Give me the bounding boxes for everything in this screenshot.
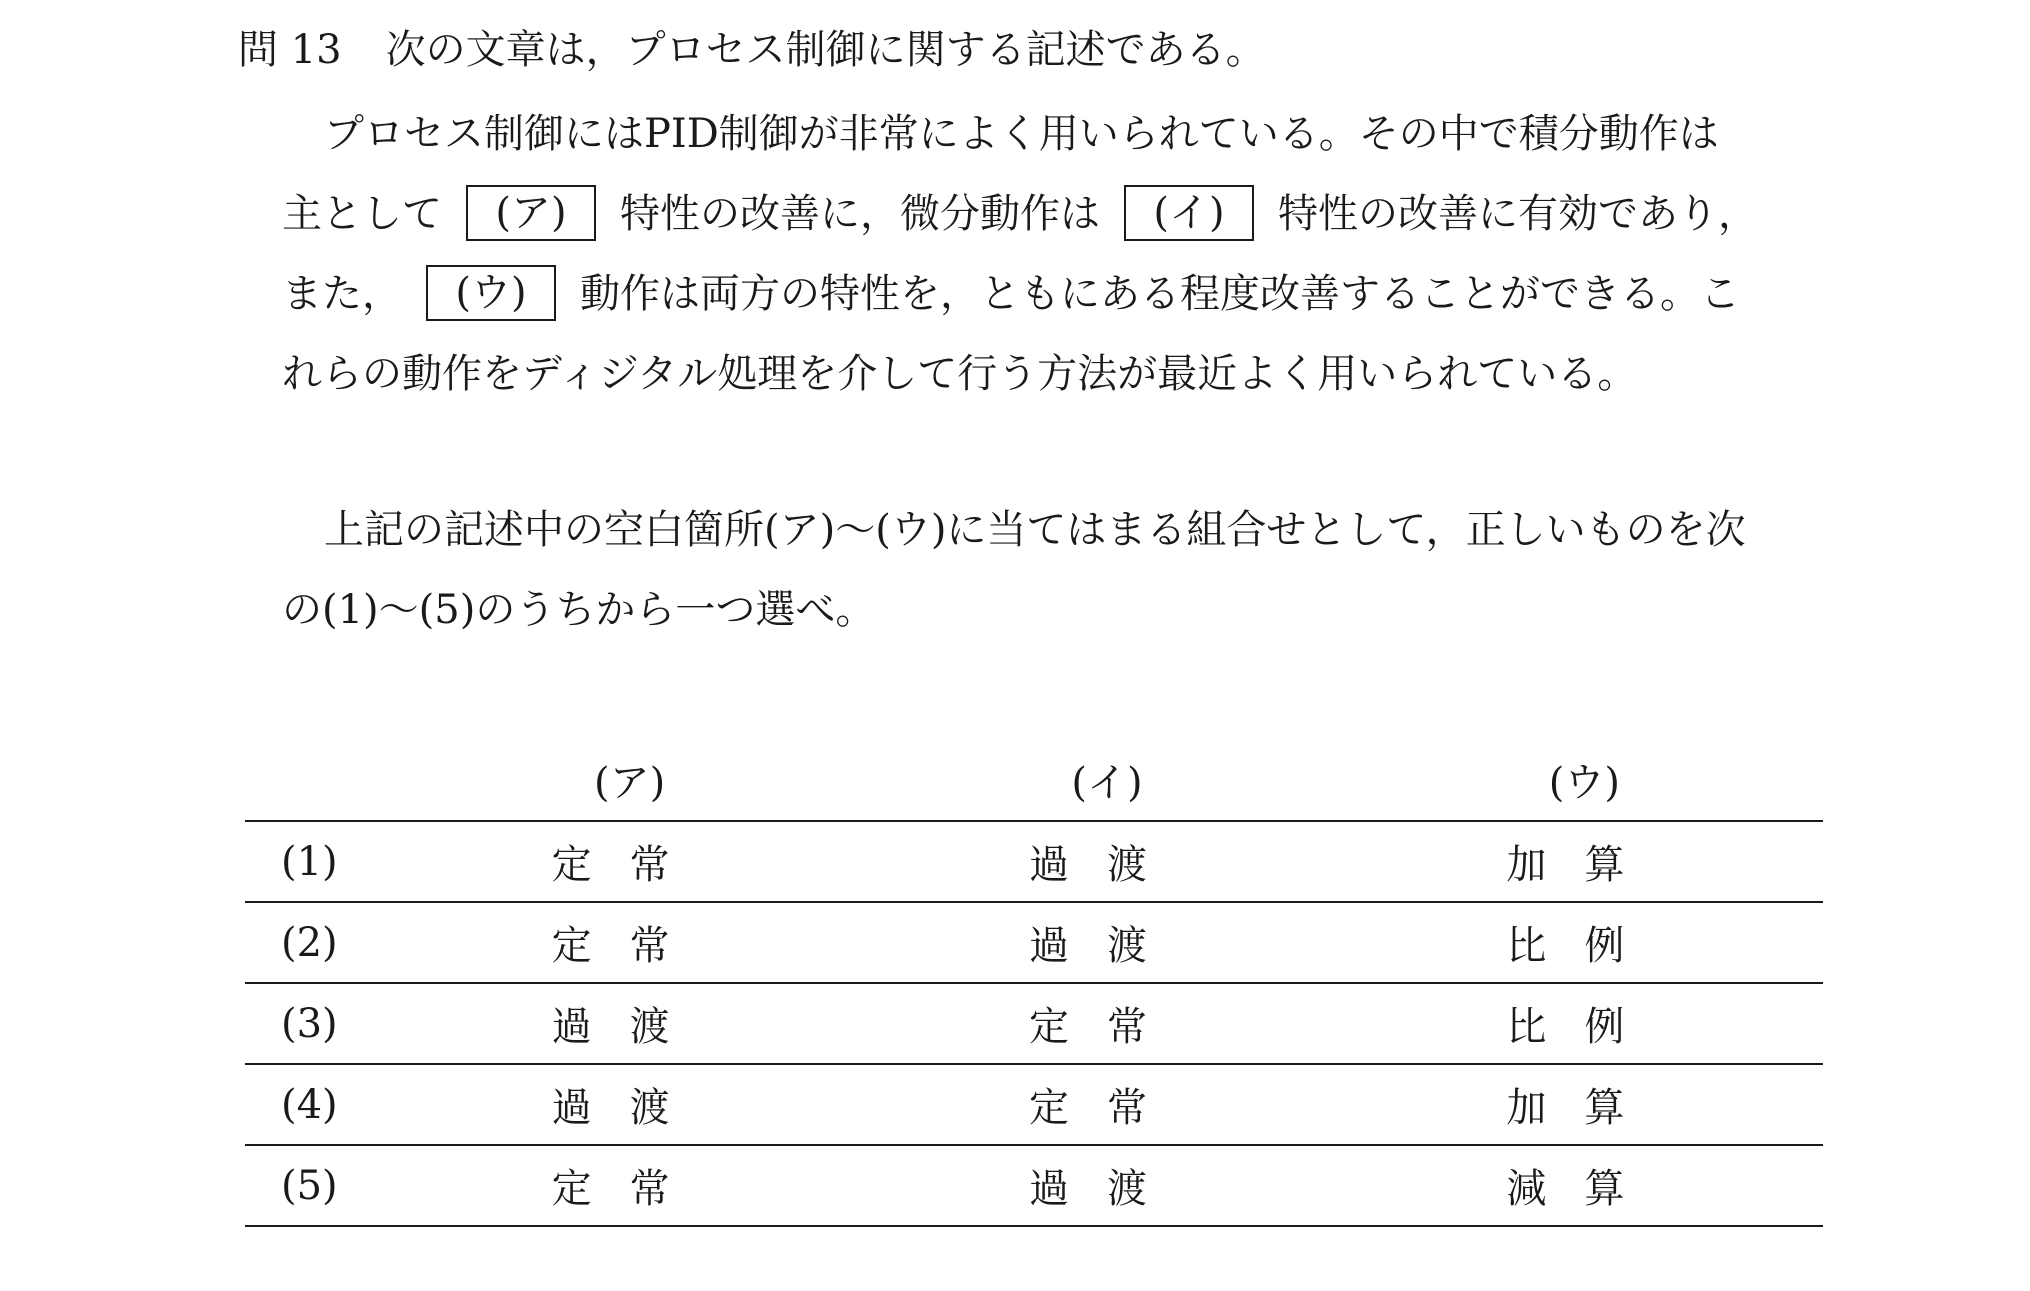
passage-line-1: プロセス制御にはPID制御が非常によく用いられている。その中で積分動作は — [324, 111, 1719, 157]
choice-i: 過渡 — [868, 1145, 1345, 1226]
passage-line-2-b: 特性の改善に，微分動作は — [620, 191, 1100, 237]
header-num — [245, 738, 391, 821]
choice-a: 過渡 — [391, 1064, 868, 1145]
passage — [282, 94, 1758, 414]
passage-line-2 — [282, 174, 1758, 254]
instruction-line-1: 上記の記述中の空白箇所(ア)～(ウ)に当てはまる組合せとして，正しいものを次 — [324, 507, 1746, 553]
choice-a: 過渡 — [391, 983, 868, 1064]
blank-u: (ウ) — [426, 265, 556, 321]
choice-u: 比例 — [1346, 983, 1823, 1064]
choice-i: 定常 — [868, 983, 1345, 1064]
choice-i: 過渡 — [868, 902, 1345, 983]
instruction-line-2: の(1)～(5)のうちから一つ選べ。 — [282, 587, 876, 633]
table-row[interactable] — [245, 983, 1823, 1064]
choice-number: (4) — [245, 1064, 391, 1145]
question-number: 問 13 — [238, 27, 342, 73]
choice-u: 比例 — [1346, 902, 1823, 983]
table-row[interactable] — [245, 1145, 1823, 1226]
answer-choices-table — [245, 738, 1823, 1227]
choice-number: (1) — [245, 821, 391, 902]
choice-u: 加算 — [1346, 821, 1823, 902]
passage-line-3-a: また， — [282, 271, 402, 317]
passage-line-2-c: 特性の改善に有効であり， — [1278, 191, 1758, 237]
header-u: (ウ) — [1548, 760, 1620, 806]
choice-number: (2) — [245, 902, 391, 983]
passage-line-4: れらの動作をディジタル処理を介して行う方法が最近よく用いられている。 — [282, 351, 1638, 397]
passage-line-3 — [282, 254, 1758, 334]
passage-line-3-b: 動作は両方の特性を，ともにある程度改善することができる。こ — [580, 271, 1740, 317]
question-title-text: 次の文章は，プロセス制御に関する記述である。 — [385, 27, 1266, 73]
choice-u: 減算 — [1346, 1145, 1823, 1226]
choice-i: 過渡 — [868, 821, 1345, 902]
blank-i: (イ) — [1124, 185, 1254, 241]
header-i: (イ) — [1071, 760, 1143, 806]
choice-i: 定常 — [868, 1064, 1345, 1145]
header-a: (ア) — [594, 760, 666, 806]
choice-number: (5) — [245, 1145, 391, 1226]
choice-a: 定常 — [391, 902, 868, 983]
choice-number: (3) — [245, 983, 391, 1064]
blank-a: (ア) — [466, 185, 596, 241]
table-row[interactable] — [245, 821, 1823, 902]
choice-a: 定常 — [391, 1145, 868, 1226]
instruction — [282, 490, 1746, 650]
table-row[interactable] — [245, 902, 1823, 983]
table-row[interactable] — [245, 1064, 1823, 1145]
choice-u: 加算 — [1346, 1064, 1823, 1145]
passage-line-2-a: 主として — [282, 191, 442, 237]
choice-a: 定常 — [391, 821, 868, 902]
question-title — [238, 22, 1266, 78]
table-header-row — [245, 738, 1823, 821]
